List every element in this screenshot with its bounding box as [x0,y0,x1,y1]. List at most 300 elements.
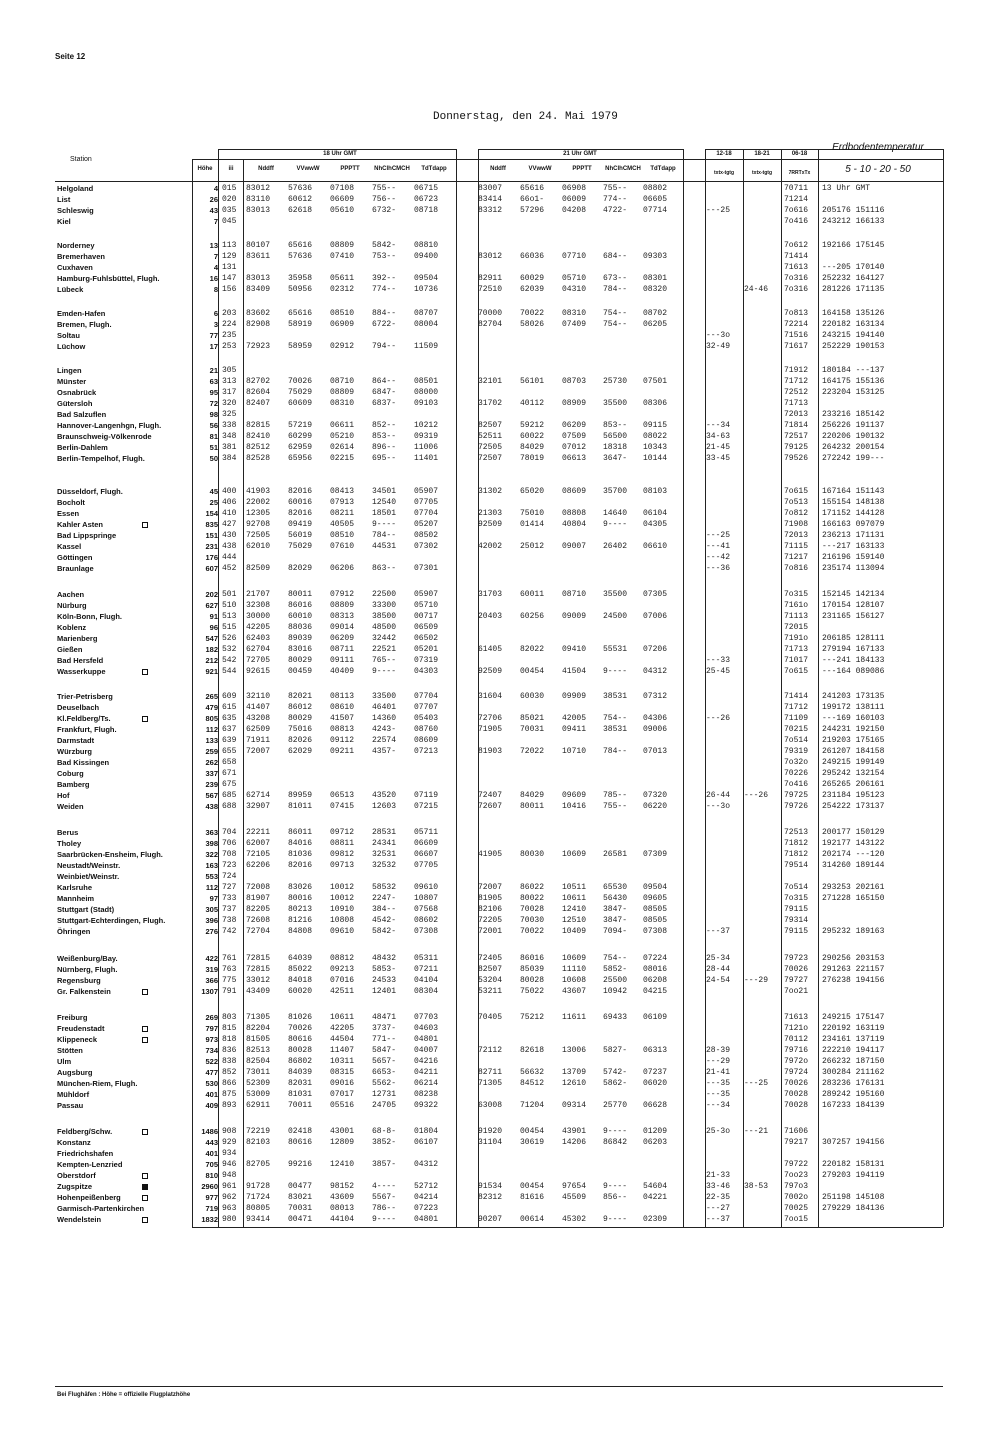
clouds-18-cell: 9---- [372,520,397,529]
station-height: 3 [213,320,218,329]
vvwww-18-cell: 62959 [288,443,313,452]
ppptt-21-cell: 08703 [562,377,587,386]
temp-0618-cell: 7191o [784,634,809,643]
vvwww-18-cell: 70031 [288,1204,313,1213]
station-name: Kempten-Lenzried [57,1160,123,1169]
tdtd-21-cell: 06605 [643,195,668,204]
ppptt-18-cell: 08710 [330,377,355,386]
temp-1218-cell: ---29 [706,1057,731,1066]
vvwww-18-cell: 81031 [288,1090,313,1099]
nddff-18-cell: 80805 [246,1204,271,1213]
clouds-18-cell: 34501 [372,487,397,496]
soil-temp-cell: 281226 171135 [822,285,885,294]
soil-temp-cell: ---241 184133 [822,656,885,665]
vvwww-18-cell: 02418 [288,1127,313,1136]
soil-temp-cell: 220182 158131 [822,1160,885,1169]
ppptt-21-cell: 12510 [562,916,587,925]
iii-code-cell: 763 [222,965,237,974]
soil-temp-cell: 152145 142134 [822,590,885,599]
station-height: 17 [209,342,218,351]
ppptt-21-cell: 10611 [562,894,587,903]
tdtd-21-cell: 07224 [643,954,668,963]
tdtd-18-cell: 07704 [414,509,439,518]
nddff-18-cell: 82407 [246,399,271,408]
clouds-21-cell: 785-- [603,791,628,800]
iii-code-cell: 325 [222,410,237,419]
station-name: Trier-Petrisberg [57,692,113,701]
erdboden-depths: 5 - 10 - 20 - 50 [845,164,911,175]
clouds-18-cell: 3857- [372,1160,397,1169]
temp-1821-cell: 38-53 [744,1182,769,1191]
clouds-21-cell: 9---- [603,1182,628,1191]
temp-1218-cell: 28-39 [706,1046,731,1055]
vvwww-18-cell: 86011 [288,828,313,837]
nddff-18-cell: 62509 [246,725,271,734]
tdtd-18-cell: 07705 [414,861,439,870]
ppptt-18-cell: 08313 [330,612,355,621]
station-name: Berus [57,828,79,837]
tdtd-21-cell: 07309 [643,850,668,859]
clouds-18-cell: 756-- [372,195,397,204]
clouds-18-cell: 58532 [372,883,397,892]
nddff-18-cell: 12305 [246,509,271,518]
iii-code-cell: 501 [222,590,237,599]
tdtd-21-cell: 06628 [643,1101,668,1110]
nddff-21-cell: 81905 [478,894,503,903]
vvwww-21-cell: 70028 [520,905,545,914]
iii-code-cell: 724 [222,872,237,881]
tdtd-18-cell: 09319 [414,432,439,441]
iii-code-cell: 427 [222,520,237,529]
temp-1218-cell: 33-46 [706,1182,731,1191]
clouds-21-cell: 18318 [603,443,628,452]
vvwww-18-cell: 56019 [288,531,313,540]
clouds-18-cell: 22500 [372,590,397,599]
vvwww-21-cell: 00454 [520,1182,545,1191]
temp-1218-cell: 25-45 [706,667,731,676]
vvwww-21-cell: 57296 [520,206,545,215]
clouds-21-cell: 4722- [603,206,628,215]
vvwww-18-cell: 60612 [288,195,313,204]
ppptt-18-cell: 11407 [330,1046,355,1055]
tdtd-18-cell: 07211 [414,965,439,974]
vvwww-18-cell: 57219 [288,421,313,430]
soil-temp-cell: 252232 164127 [822,274,885,283]
tdtd-18-cell: 05710 [414,601,439,610]
ppptt-18-cell: 08211 [330,509,355,518]
station-height: 72 [209,399,218,408]
nddff-18-cell: 80107 [246,241,271,250]
tdtd-21-cell: 06610 [643,542,668,551]
ppptt-21-cell: 11110 [562,965,587,974]
temp-1218-cell: ---37 [706,1215,731,1224]
tdtd-18-cell: 04801 [414,1215,439,1224]
station-height: 16 [209,274,218,283]
clouds-18-cell: 28531 [372,828,397,837]
iii-code-cell: 946 [222,1160,237,1169]
ppptt-18-cell: 09812 [330,850,355,859]
temp-0618-cell: 7oo15 [784,1215,809,1224]
tdtd-21-cell: 07237 [643,1068,668,1077]
ppptt-21-cell: 14206 [562,1138,587,1147]
vvwww-21-cell: 80022 [520,894,545,903]
iii-code-cell: 452 [222,564,237,573]
ppptt-18-cell: 02312 [330,285,355,294]
clouds-18-cell: 771-- [372,1035,397,1044]
vvwww-18-cell: 58959 [288,342,313,351]
vvwww-21-cell: 70031 [520,725,545,734]
nddff-18-cell: 82504 [246,1057,271,1066]
tdtd-21-cell: 04221 [643,1193,668,1202]
station-height: 805 [205,714,218,723]
temp-1218-cell: ---25 [706,206,731,215]
clouds-18-cell: 48432 [372,954,397,963]
station-height: 21 [209,366,218,375]
station-height: 43 [209,206,218,215]
station-height: 921 [205,667,218,676]
station-name: Augsburg [57,1068,93,1077]
vvwww-18-cell: 81026 [288,1013,313,1022]
clouds-18-cell: 48471 [372,1013,397,1022]
ppptt-21-cell: 09410 [562,645,587,654]
temp-1218-cell: 26-44 [706,791,731,800]
clouds-21-cell: 24500 [603,612,628,621]
clouds-18-cell: 32442 [372,634,397,643]
clouds-18-cell: 4542- [372,916,397,925]
station-height: 734 [205,1046,218,1055]
clouds-21-cell: 9---- [603,1215,628,1224]
iii-code-cell: 637 [222,725,237,734]
station-height: 797 [205,1024,218,1033]
temp-0618-cell: 72015 [784,623,809,632]
soil-temp-cell: 233216 185142 [822,410,885,419]
temp-0618-cell: 7o816 [784,564,809,573]
station-name: Friedrichshafen [57,1149,114,1158]
clouds-21-cell: 35500 [603,399,628,408]
clouds-21-cell: 7094- [603,927,628,936]
station-height: 363 [205,828,218,837]
station-height: 398 [205,839,218,848]
iii-code-cell: 934 [222,1149,237,1158]
nddff-21-cell: 83012 [478,252,503,261]
nddff-21-cell: 82507 [478,421,503,430]
iii-code-cell: 723 [222,861,237,870]
iii-code-cell: 532 [222,645,237,654]
col-rule-0618 [781,149,782,1227]
nddff-21-cell: 81903 [478,747,503,756]
vvwww-18-cell: 86016 [288,601,313,610]
station-name: Feldberg/Schw. [57,1127,113,1136]
tdtd-18-cell: 08238 [414,1090,439,1099]
ppptt-21-cell: 42005 [562,714,587,723]
iii-code-cell: 948 [222,1171,237,1180]
temp-0618-cell: 79319 [784,747,809,756]
iii-code-cell: 655 [222,747,237,756]
tdtd-18-cell: 05907 [414,590,439,599]
ppptt-18-cell: 40505 [330,520,355,529]
station-name: Stuttgart-Echterdingen, Flugh. [57,916,166,925]
vvwww-18-cell: 35958 [288,274,313,283]
tdtd-21-cell: 09115 [643,421,668,430]
tdtd-18-cell: 07223 [414,1204,439,1213]
temp-0618-cell: 72513 [784,828,809,837]
ppptt-18-cell: 43609 [330,1193,355,1202]
nddff-18-cell: 82509 [246,564,271,573]
col-rule-1821 [743,149,744,1227]
temp-0618-cell: 72013 [784,531,809,540]
temp-0618-cell: 71113 [784,612,809,621]
tdtd-18-cell: 09400 [414,252,439,261]
temp-0618-cell: 70711 [784,184,809,193]
nddff-18-cell: 72219 [246,1127,271,1136]
nddff-18-cell: 33012 [246,976,271,985]
tdtd-21-cell: 04306 [643,714,668,723]
station-name: Kahler Asten [57,520,103,529]
temp-1821-cell: 24-46 [744,285,769,294]
ppptt-18-cell: 09016 [330,1079,355,1088]
vvwww-21-cell: 84029 [520,791,545,800]
soil-temp-cell: 231184 195123 [822,791,885,800]
nddff-18-cell: 83110 [246,195,271,204]
nddff-21-cell: 71905 [478,725,503,734]
station-name: Bremerhaven [57,252,105,261]
tdtd-18-cell: 06609 [414,839,439,848]
clouds-18-cell: 22521 [372,645,397,654]
soil-temp-cell: 202174 ---120 [822,850,885,859]
temp-1218-cell: ---35 [706,1079,731,1088]
temp-1821-cell: ---21 [744,1127,769,1136]
clouds-18-cell: 12603 [372,802,397,811]
ppptt-21-cell: 09009 [562,612,587,621]
clouds-21-cell: 755-- [603,802,628,811]
soil-temp-cell: 276238 194156 [822,976,885,985]
soil-temp-cell: 216196 159140 [822,553,885,562]
tdtd-21-cell: 10343 [643,443,668,452]
ppptt-21-cell: 10608 [562,976,587,985]
station-height: 269 [205,1013,218,1022]
ppptt-21-cell: 09007 [562,542,587,551]
clouds-18-cell: 5842- [372,241,397,250]
clouds-18-cell: 774-- [372,285,397,294]
clouds-18-cell: 22574 [372,736,397,745]
clouds-18-cell: 5562- [372,1079,397,1088]
clouds-18-cell: 3852- [372,1138,397,1147]
station-height: 212 [205,656,218,665]
vvwww-18-cell: 86012 [288,703,313,712]
tdtd-21-cell: 08320 [643,285,668,294]
station-name: Kiel [57,217,71,226]
soil-temp-cell: 167164 151143 [822,487,885,496]
temp-0618-cell: 70215 [784,725,809,734]
temp-0618-cell: 7o315 [784,590,809,599]
tdtd-18-cell: 08718 [414,206,439,215]
clouds-18-cell: 18501 [372,509,397,518]
iii-code-cell: 688 [222,802,237,811]
vvwww-18-cell: 80213 [288,905,313,914]
ppptt-21-cell: 11611 [562,1013,587,1022]
nddff-18-cell: 72608 [246,916,271,925]
station-name: Soltau [57,331,80,340]
ppptt-18-cell: 09213 [330,965,355,974]
soil-temp-cell: 283236 176131 [822,1079,885,1088]
iii-code-cell: 348 [222,432,237,441]
ppptt-21-cell: 06209 [562,421,587,430]
vvwww-21-cell: 84512 [520,1079,545,1088]
clouds-18-cell: 33300 [372,601,397,610]
station-name: Emden-Hafen [57,309,106,318]
clouds-18-cell: 896-- [372,443,397,452]
ppptt-21-cell: 07509 [562,432,587,441]
vvwww-18-cell: 00459 [288,667,313,676]
tdtd-21-cell: 09303 [643,252,668,261]
ppptt-18-cell: 08113 [330,692,355,701]
clouds-18-cell: 5657- [372,1057,397,1066]
station-height: 322 [205,850,218,859]
clouds-18-cell: 24705 [372,1101,397,1110]
soil-temp-cell: 192166 175145 [822,241,885,250]
station-height: 422 [205,954,218,963]
soil-temp-cell: 220206 190132 [822,432,885,441]
station-height: 401 [205,1090,218,1099]
station-marker-icon [142,1026,148,1032]
clouds-21-cell: 5862- [603,1079,628,1088]
temp-0618-cell: 7o316 [784,274,809,283]
ppptt-18-cell: 09713 [330,861,355,870]
soil-temp-cell: 249215 199149 [822,758,885,767]
clouds-18-cell: 32531 [372,850,397,859]
vvwww-21-cell: 56101 [520,377,545,386]
temp-1218-cell: ---27 [706,1204,731,1213]
tdtd-21-cell: 08301 [643,274,668,283]
temp-0618-cell: 7o813 [784,309,809,318]
ppptt-21-cell: 05710 [562,274,587,283]
clouds-21-cell: 35700 [603,487,628,496]
ppptt-18-cell: 08809 [330,388,355,397]
nddff-18-cell: 62714 [246,791,271,800]
vvwww-21-cell: 56632 [520,1068,545,1077]
nddff-21-cell: 92509 [478,520,503,529]
station-name: Schleswig [57,206,94,215]
station-height: 1486 [201,1127,218,1136]
soil-temp-cell: 192177 143122 [822,839,885,848]
soil-temp-cell: 180184 ---137 [822,366,885,375]
iii-code-cell: 224 [222,320,237,329]
iii-code-cell: 866 [222,1079,237,1088]
temp-0618-cell: 71115 [784,542,809,551]
clouds-18-cell: 753-- [372,252,397,261]
ppptt-18-cell: 07017 [330,1090,355,1099]
vvwww-21-cell: 75022 [520,987,545,996]
tdtd-18-cell: 08810 [414,241,439,250]
clouds-18-cell: 38500 [372,612,397,621]
clouds-18-cell: 4---- [372,1182,397,1191]
clouds-21-cell: 10942 [603,987,628,996]
g1-col-ppptt: PPPTT [340,166,360,172]
vvwww-18-cell: 60299 [288,432,313,441]
ppptt-21-cell: 07012 [562,443,587,452]
clouds-21-cell: 5827- [603,1046,628,1055]
tdtd-21-cell: 04305 [643,520,668,529]
temp-0618-cell: 79217 [784,1138,809,1147]
station-name: Kl.Feldberg/Ts. [57,714,111,723]
clouds-18-cell: 44531 [372,542,397,551]
col-0618-header: 06-18 [791,151,808,157]
col-rule-right [943,149,944,1227]
vvwww-21-cell: 85021 [520,714,545,723]
station-name: Köln-Bonn, Flugh. [57,612,122,621]
temp-0618-cell: 7o615 [784,667,809,676]
station-height: 7 [213,252,218,261]
vvwww-18-cell: 62029 [288,747,313,756]
temp-1218-cell: 25-34 [706,954,731,963]
vvwww-18-cell: 70011 [288,1101,313,1110]
vvwww-21-cell: 60030 [520,692,545,701]
temp-0618-cell: 70026 [784,1079,809,1088]
clouds-21-cell: 25730 [603,377,628,386]
iii-code-cell: 020 [222,195,237,204]
clouds-21-cell: 3647- [603,454,628,463]
clouds-18-cell: 33500 [372,692,397,701]
temp-0618-cell: 71516 [784,331,809,340]
nddff-21-cell: 42002 [478,542,503,551]
tdtd-18-cell: 05207 [414,520,439,529]
iii-code-cell: 113 [222,241,237,250]
tdtd-18-cell: 08004 [414,320,439,329]
g1-col-vvwww: VVwwW [296,166,320,172]
nddff-21-cell: 72505 [478,443,503,452]
station-marker-icon [142,1037,148,1043]
station-height: 973 [205,1035,218,1044]
col-rule-iii [243,159,244,1227]
temp-0618-cell: 797o3 [784,1182,809,1191]
vvwww-18-cell: 84039 [288,1068,313,1077]
station-name: Bremen, Flugh. [57,320,112,329]
vvwww-21-cell: 00614 [520,1215,545,1224]
clouds-21-cell: 3847- [603,905,628,914]
tdtd-21-cell: 06220 [643,802,668,811]
tdtd-18-cell: 05907 [414,487,439,496]
station-height: 530 [205,1079,218,1088]
soil-temp-cell: 279194 167133 [822,645,885,654]
station-height: 810 [205,1171,218,1180]
station-marker-icon [142,1184,148,1190]
iii-code-cell: 708 [222,850,237,859]
ppptt-18-cell: 02912 [330,342,355,351]
nddff-21-cell: 83007 [478,184,503,193]
temp-0618-cell: 7002o [784,1193,809,1202]
clouds-18-cell: 24533 [372,976,397,985]
station-height: 547 [205,634,218,643]
iii-code-cell: 929 [222,1138,237,1147]
col-1821-subheader: txtx-tgtg [752,170,772,176]
station-name: Nürburg [57,601,87,610]
vvwww-21-cell: 86016 [520,954,545,963]
tdtd-18-cell: 04312 [414,1160,439,1169]
erdboden-header: Erdbodentemperatur [832,142,924,153]
clouds-18-cell: 794-- [372,342,397,351]
station-height: 835 [205,520,218,529]
soil-temp-cell: 264232 200154 [822,443,885,452]
vvwww-21-cell: 00454 [520,667,545,676]
nddff-18-cell: 82103 [246,1138,271,1147]
soil-temp-cell: 249215 175147 [822,1013,885,1022]
temp-0618-cell: 7o514 [784,736,809,745]
nddff-21-cell: 71305 [478,1079,503,1088]
station-name: Münster [57,377,87,386]
temp-0618-cell: 71214 [784,195,809,204]
nddff-18-cell: 32110 [246,692,271,701]
vvwww-21-cell: 59212 [520,421,545,430]
